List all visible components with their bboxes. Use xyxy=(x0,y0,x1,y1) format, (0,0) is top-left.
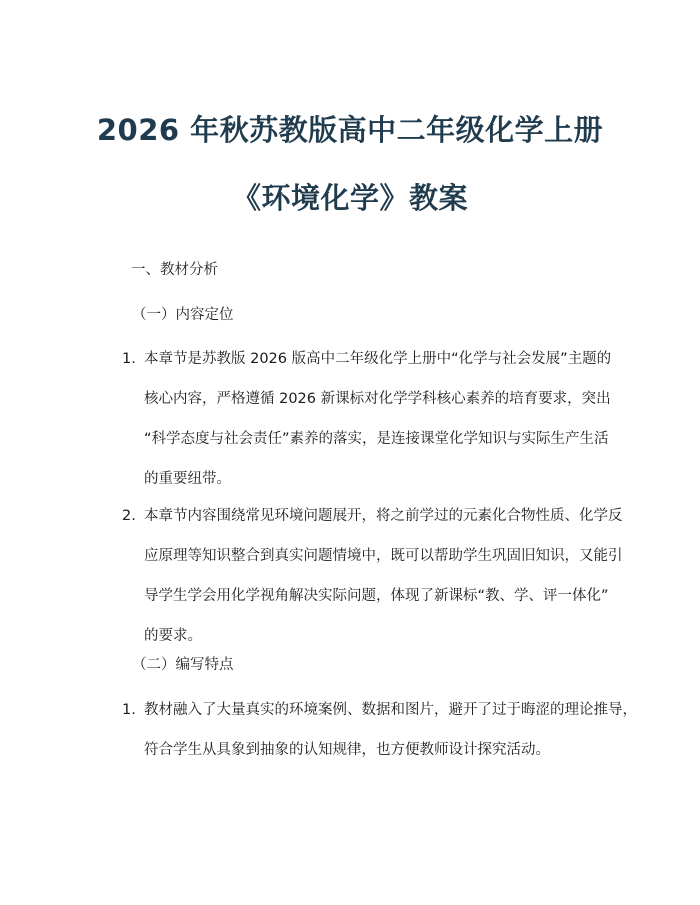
list-item-number: 1. xyxy=(122,351,136,367)
list-item-line: 本章节内容围绕常见环境问题展开，将之前学过的元素化合物性质、化学反 xyxy=(144,508,623,524)
list-item xyxy=(122,339,610,499)
list-item-line: 导学生学会用化学视角解决实际问题，体现了新课标“教、学、评一体化” xyxy=(144,588,609,604)
list-item xyxy=(122,690,637,770)
subsection-heading-writing-features: （二）编写特点 xyxy=(132,657,234,673)
list-item-number: 1. xyxy=(122,702,136,718)
list-item-line: “科学态度与社会责任”素养的落实，是连接课堂化学知识与实际生产生活 xyxy=(144,431,609,447)
list-item-line: 符合学生从具象到抽象的认知规律，也方便教师设计探究活动。 xyxy=(144,742,550,758)
list-item-line: 核心内容，严格遵循 2026 新课标对化学学科核心素养的培育要求，突出 xyxy=(144,391,611,407)
list-item-line: 的重要纽带。 xyxy=(144,471,231,487)
list-item-number: 2. xyxy=(122,508,136,524)
subsection-heading-content-positioning: （一）内容定位 xyxy=(132,307,234,323)
list-item-line: 教材融入了大量真实的环境案例、数据和图片，避开了过于晦涩的理论推导， xyxy=(144,702,637,718)
list-item-line: 本章节是苏教版 2026 版高中二年级化学上册中“化学与社会发展”主题的 xyxy=(144,351,612,367)
document-title-line-1: 2026 年秋苏教版高中二年级化学上册 xyxy=(96,113,604,147)
section-heading-textbook-analysis: 一、教材分析 xyxy=(131,262,218,278)
list-item-line: 的要求。 xyxy=(144,628,202,644)
list-item xyxy=(122,496,623,656)
list-item-line: 应原理等知识整合到真实问题情境中，既可以帮助学生巩固旧知识，又能引 xyxy=(144,548,623,564)
document-title-line-2: 《环境化学》教案 xyxy=(231,181,468,215)
